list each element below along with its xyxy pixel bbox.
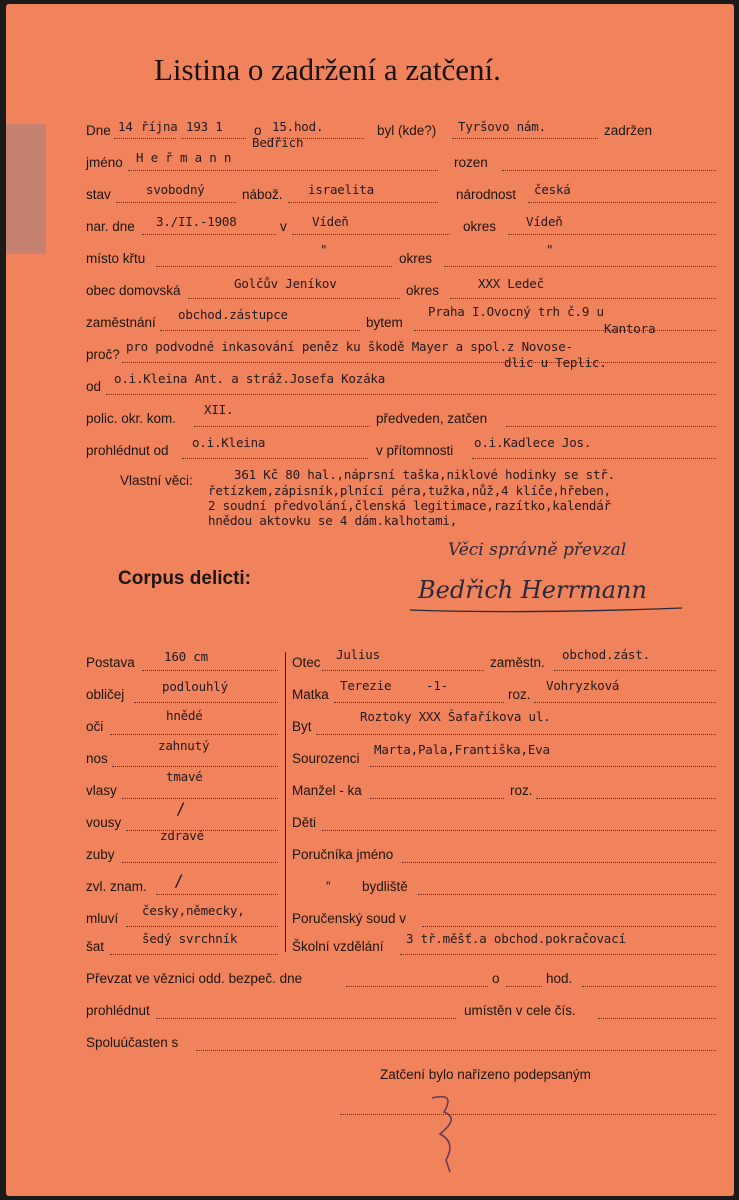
- value-month: října: [141, 119, 178, 134]
- value-father: Julius: [336, 647, 380, 662]
- label-spoluucasten: Spoluúčasten s: [86, 1035, 179, 1050]
- label-byl-kde: byl (kde?): [377, 123, 437, 138]
- value-siblings: Marta,Pala,Františka,Eva: [374, 742, 550, 757]
- value-reason-2: dlic u Teplic.: [504, 355, 607, 370]
- label-bydliste: bydliště: [362, 879, 408, 894]
- value-home-district: XXX Ledeč: [478, 276, 544, 291]
- value-surname: H e ř m a n n: [136, 150, 232, 165]
- value-face: podlouhlý: [162, 679, 228, 694]
- label-zamestn: zaměstn.: [490, 655, 545, 670]
- label-vlastni-veci: Vlastní věci:: [120, 473, 193, 488]
- value-examined-by: o.i.Kleina: [192, 435, 266, 450]
- label-obec-domovska: obec domovská: [86, 283, 181, 298]
- label-prohlednut: prohlédnut: [86, 1003, 150, 1018]
- value-day: 14: [118, 119, 133, 134]
- label-okres-3: okres: [406, 283, 440, 298]
- label-mluvi: mluví: [86, 911, 119, 926]
- label-misto-krtu: místo křtu: [86, 251, 146, 266]
- label-od: od: [86, 379, 102, 394]
- value-education: 3 tř.měšť.a obchod.pokračovací: [406, 931, 626, 946]
- value-flat: Roztoky XXX Šafaříkova ul.: [360, 709, 551, 724]
- handwritten-mark: [426, 1088, 466, 1178]
- value-birth-place: Vídeň: [312, 214, 349, 229]
- label-umisten: umístěn v cele čís.: [464, 1003, 576, 1018]
- value-home-commune: Golčův Jeníkov: [234, 276, 337, 291]
- column-divider: [285, 652, 286, 952]
- label-otec: Otec: [292, 655, 321, 670]
- value-father-occ: obchod.zást.: [562, 647, 650, 662]
- value-baptism-place: ": [320, 242, 328, 257]
- label-okres-2: okres: [399, 251, 433, 266]
- value-in-presence: o.i.Kadlece Jos.: [474, 435, 592, 450]
- page-title: Listina o zadržení a zatčení.: [154, 52, 501, 87]
- value-beard: /: [176, 799, 186, 818]
- label-porucnika: Poručníka jméno: [292, 847, 394, 862]
- value-by: o.i.Kleina Ant. a stráž.Josefa Kozáka: [114, 371, 386, 386]
- label-nar-dne: nar. dne: [86, 219, 135, 234]
- label-vousy: vousy: [86, 815, 122, 830]
- label-zuby: zuby: [86, 847, 115, 862]
- value-residence-1: Praha I.Ovocný trh č.9 u: [428, 304, 604, 319]
- value-given-name: Bedřich: [252, 135, 304, 150]
- label-porucensky-soud: Poručenský soud v: [292, 911, 407, 926]
- label-v-pritomnosti: v přítomnosti: [376, 443, 454, 458]
- value-mother-maiden: Vohryzková: [546, 678, 620, 693]
- signature: Bedřich Herrmann: [418, 576, 647, 604]
- value-birth-district: Vídeň: [526, 214, 563, 229]
- label-v: v: [280, 219, 287, 234]
- label-vlasy: vlasy: [86, 783, 117, 798]
- label-deti: Děti: [292, 815, 317, 830]
- label-okres-1: okres: [463, 219, 497, 234]
- signature-underline: [406, 604, 686, 616]
- belongings-line-4: hnědou aktovku se 4 dám.kalhotami,: [208, 513, 458, 528]
- value-residence-2: Kantora: [604, 321, 656, 336]
- value-languages: česky,německy,: [142, 903, 245, 918]
- value-nationality: česká: [534, 182, 571, 197]
- label-jmeno: jméno: [86, 155, 123, 170]
- value-nose: zahnutý: [158, 738, 210, 753]
- value-height: 160 cm: [164, 649, 208, 664]
- value-reason-1: pro podvodné inkasování peněz ku škodě Mayer a spol.z Novose-: [126, 339, 573, 354]
- label-zadrzen: zadržen: [604, 123, 653, 138]
- value-birth-date: 3./II.-1908: [156, 214, 237, 229]
- document-sheet: [6, 4, 734, 1196]
- label-o-2: o: [492, 971, 500, 986]
- label-zamestnani: zaměstnání: [86, 315, 156, 330]
- stamp-mark: [6, 124, 46, 254]
- label-hod: hod.: [546, 971, 573, 986]
- value-marks: /: [174, 871, 184, 890]
- label-nos: nos: [86, 751, 108, 766]
- label-byt: Byt: [292, 719, 312, 734]
- label-roz-2: roz.: [510, 783, 533, 798]
- value-hour: 15.hod.: [272, 119, 324, 134]
- label-o: o: [254, 123, 262, 138]
- label-oblicej: obličej: [86, 687, 125, 702]
- label-proc: proč?: [86, 347, 120, 362]
- label-predveden: předveden, zatčen: [376, 411, 488, 426]
- label-matka: Matka: [292, 687, 329, 702]
- value-baptism-district: ": [546, 242, 554, 257]
- label-zvl-znam: zvl. znam.: [86, 879, 147, 894]
- label-narodnost: národnost: [456, 187, 517, 202]
- label-oci: oči: [86, 719, 104, 734]
- label-prevzat: Převzat ve věznici odd. bezpeč. dne: [86, 971, 303, 986]
- value-eyes: hnědé: [166, 708, 203, 723]
- value-religion: israelita: [308, 182, 374, 197]
- label-sourozenci: Sourozenci: [292, 751, 360, 766]
- belongings-line-2: řetízkem,zápisník,plnící péra,tužka,nůž,4 klíče,hřeben,: [208, 483, 611, 498]
- label-postava: Postava: [86, 655, 135, 670]
- value-mother: Terezie: [340, 678, 392, 693]
- label-stav: stav: [86, 187, 111, 202]
- label-skolni: Školní vzdělání: [292, 939, 384, 954]
- label-prohlednut-od: prohlédnut od: [86, 443, 169, 458]
- label-zatceni-narizeno: Zatčení bylo nařízeno podepsaným: [380, 1067, 591, 1082]
- label-bytem: bytem: [366, 315, 403, 330]
- value-occupation: obchod.zástupce: [178, 307, 288, 322]
- value-marital: svobodný: [146, 182, 205, 197]
- value-where: Tyršovo nám.: [458, 119, 546, 134]
- label-naboz: nábož.: [242, 187, 283, 202]
- value-hair: tmavé: [166, 769, 203, 784]
- label-quote: „: [326, 871, 331, 886]
- label-manzel: Manžel - ka: [292, 783, 362, 798]
- belongings-line-1: 361 Kč 80 hal.,náprsní taška,niklové hodinky se stř.: [234, 467, 615, 482]
- value-year: 193 1: [186, 119, 223, 134]
- label-roz-1: roz.: [508, 687, 531, 702]
- value-police-comm: XII.: [204, 402, 234, 417]
- value-clothing: šedý svrchník: [142, 931, 238, 946]
- received-note: Věci správně převzal: [448, 540, 627, 560]
- label-dne: Dne: [86, 123, 111, 138]
- label-sat: šat: [86, 939, 105, 954]
- corpus-heading: Corpus delicti:: [118, 568, 252, 589]
- label-rozen: rozen: [454, 155, 488, 170]
- value-mother-mark: -1-: [426, 678, 448, 693]
- value-teeth: zdravé: [160, 828, 204, 843]
- belongings-line-3: 2 soudní předvolání,členská legitimace,razítko,kalendář: [208, 498, 611, 513]
- label-polic: polic. okr. kom.: [86, 411, 177, 426]
